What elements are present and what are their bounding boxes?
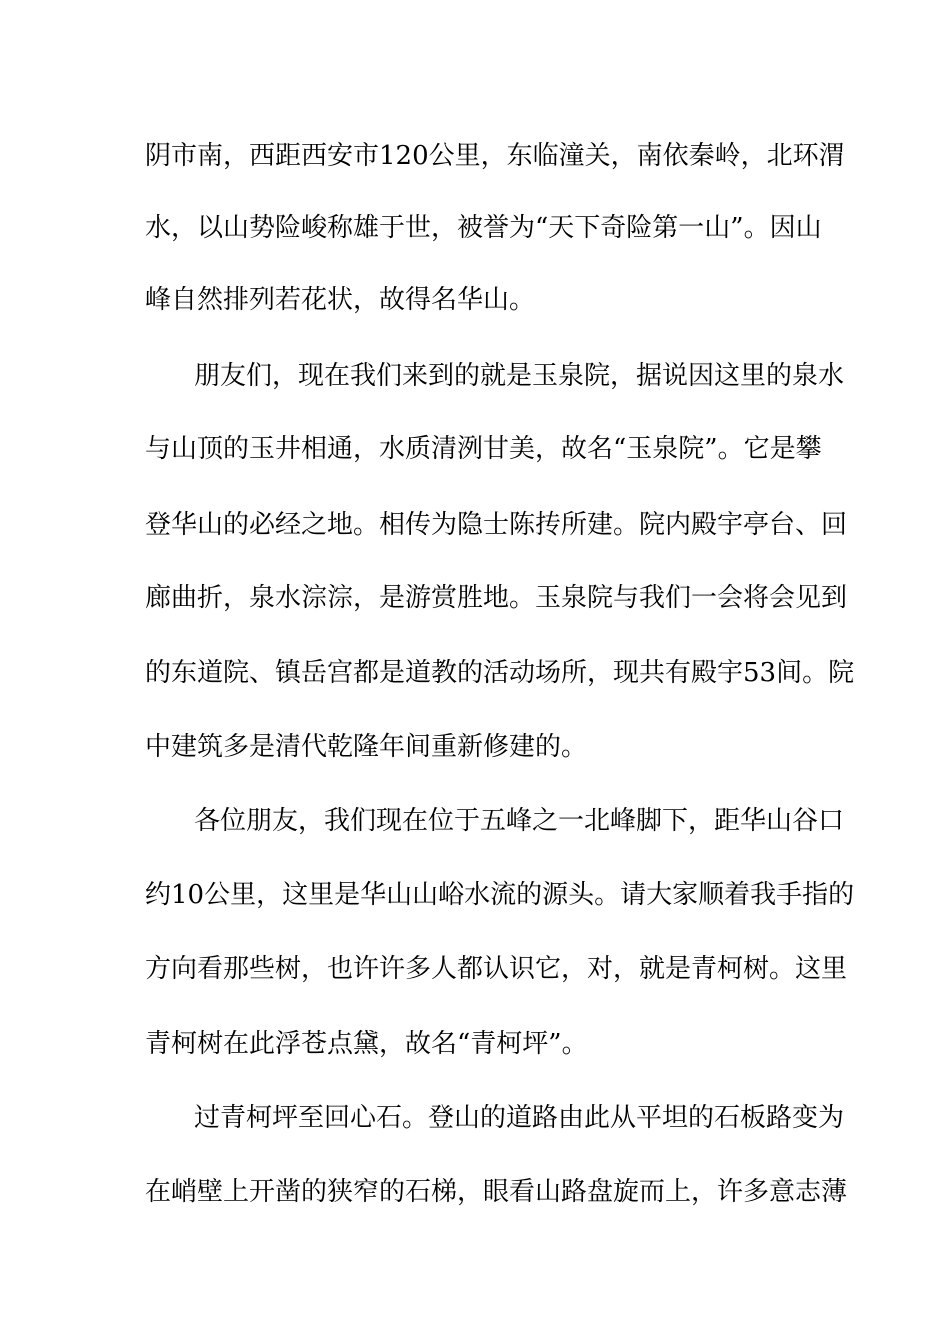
text-line: 青柯树在此浮苍点黛，故名“青柯坪”。 [145,1029,588,1059]
text-line: 约10公里，这里是华山山峪水流的源头。请大家顺着我手指的 [145,880,855,910]
text-line: 水，以山势险峻称雄于世，被誉为“天下奇险第一山”。因山 [145,213,822,243]
text-line: 与山顶的玉井相通，水质清洌甘美，故名“玉泉院”。它是攀 [145,434,822,464]
text-line: 中建筑多是清代乾隆年间重新修建的。 [145,732,588,762]
text-line: 峰自然排列若花状，故得名华山。 [145,285,536,315]
text-line: 阴市南，西距西安市120公里，东临潼关，南依秦岭，北环渭 [145,141,845,171]
text-line: 的东道院、镇岳宫都是道教的活动场所，现共有殿宇53间。院 [145,658,855,688]
text-line: 在峭壁上开凿的狭窄的石梯，眼看山路盘旋而上，许多意志薄 [145,1177,848,1207]
text-line: 朋友们，现在我们来到的就是玉泉院，据说因这里的泉水 [194,361,845,391]
text-line: 廊曲折，泉水淙淙，是游赏胜地。玉泉院与我们一会将会见到 [145,583,848,613]
text-line: 过青柯坪至回心石。登山的道路由此从平坦的石板路变为 [194,1103,845,1133]
text-line: 方向看那些树，也许许多人都认识它，对，就是青柯树。这里 [145,954,848,984]
text-line: 各位朋友，我们现在位于五峰之一北峰脚下，距华山谷口 [194,806,845,836]
text-line: 登华山的必经之地。相传为隐士陈抟所建。院内殿宇亭台、回 [145,510,848,540]
